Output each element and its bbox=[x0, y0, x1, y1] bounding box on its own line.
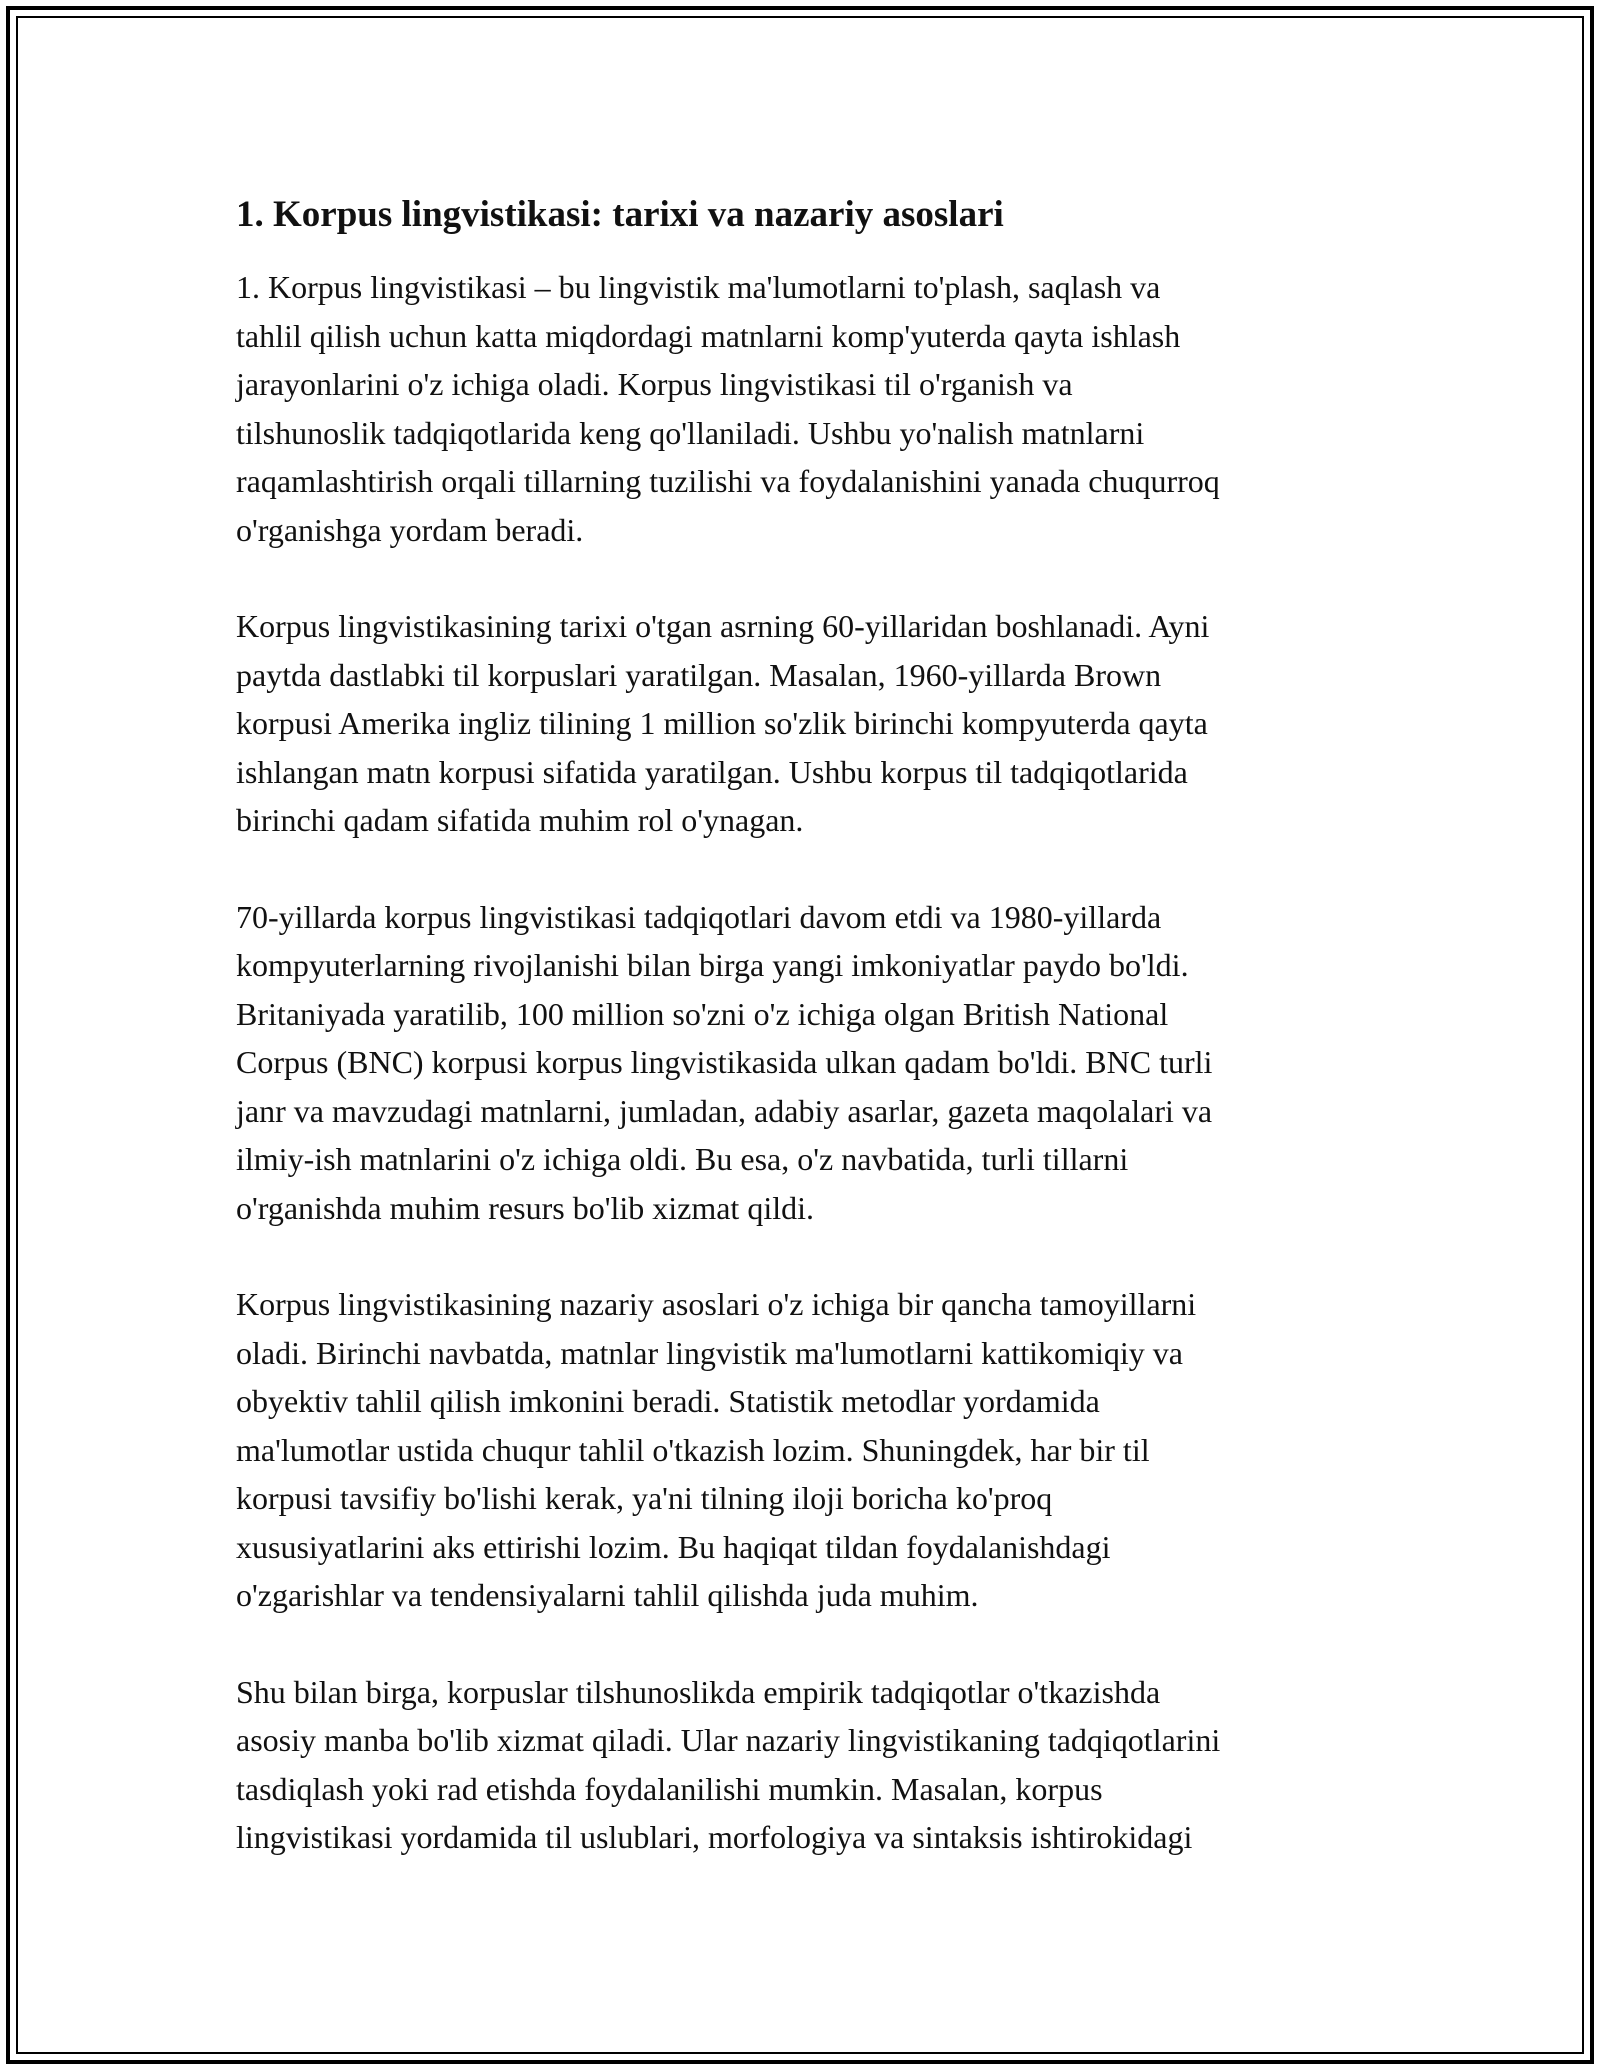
text-line: oladi. Birinchi navbatda, matnlar lingvistik ma'lumotlarni kattikomiqiy va bbox=[236, 1334, 1183, 1371]
text-line: asosiy manba bo'lib xizmat qiladi. Ular nazariy lingvistikaning tadqiqotlarini bbox=[236, 1722, 1221, 1758]
text-line: korpusi tavsifiy bo'lishi kerak, ya'ni tilning iloji boricha ko'proq bbox=[236, 1480, 1053, 1516]
text-line: Britaniyada yaratilib, 100 million so'zni o'z ichiga olgan British National bbox=[236, 995, 1169, 1032]
text-line: 70-yillarda korpus lingvistikasi tadqiqotlari davom etdi va 1980-yillarda bbox=[236, 898, 1162, 935]
text-line: o'rganishda muhim resurs bo'lib xizmat qildi. bbox=[236, 1189, 814, 1226]
text-line: birinchi qadam sifatida muhim rol o'ynagan. bbox=[236, 802, 804, 838]
text-line: ilmiy-ish matnlarini o'z ichiga oldi. Bu esa, o'z navbatida, turli tillarni bbox=[236, 1141, 1129, 1177]
text-line: Corpus (BNC) korpusi korpus lingvistikasida ulkan qadam bo'ldi. BNC turli bbox=[236, 1044, 1213, 1080]
paragraph-5 bbox=[236, 1668, 1376, 1862]
text-line: tasdiqlash yoki rad etishda foydalanilishi mumkin. Masalan, korpus bbox=[236, 1770, 1103, 1807]
text-line: jarayonlarini o'z ichiga oladi. Korpus lingvistikasi til o'rganish va bbox=[236, 366, 1073, 402]
section-heading: 1. Korpus lingvistikasi: tarixi va nazariy asoslari bbox=[236, 194, 1004, 235]
text-line: ma'lumotlar ustida chuqur tahlil o'tkazish lozim. Shuningdek, har bir til bbox=[236, 1431, 1150, 1468]
text-line: xususiyatlarini aks ettirishi lozim. Bu haqiqat tildan foydalanishdagi bbox=[236, 1528, 1111, 1565]
text-line: Korpus lingvistikasining tarixi o'tgan asrning 60-yillaridan boshlanadi. Ayni bbox=[236, 608, 1210, 644]
paragraph-2 bbox=[236, 602, 1376, 845]
text-line: janr va mavzudagi matnlarni, jumladan, adabiy asarlar, gazeta maqolalari va bbox=[236, 1092, 1213, 1129]
text-line: o'rganishga yordam beradi. bbox=[236, 511, 584, 548]
text-line: 1. Korpus lingvistikasi – bu lingvistik ma'lumotlarni to'plash, saqlash va bbox=[236, 269, 1161, 305]
text-line: Shu bilan birga, korpuslar tilshunoslikda empirik tadqiqotlar o'tkazishda bbox=[236, 1673, 1161, 1710]
text-line: raqamlashtirish orqali tillarning tuzilishi va foydalanishini yanada chuqurroq bbox=[236, 463, 1220, 499]
text-line: paytda dastlabki til korpuslari yaratilgan. Masalan, 1960-yillarda Brown bbox=[236, 656, 1162, 693]
text-line: Korpus lingvistikasining nazariy asoslari o'z ichiga bir qancha tamoyillarni bbox=[236, 1286, 1197, 1322]
text-line: kompyuterlarning rivojlanishi bilan birga yangi imkoniyatlar paydo bo'ldi. bbox=[236, 947, 1189, 983]
paragraph-1 bbox=[236, 263, 1376, 554]
text-line: o'zgarishlar va tendensiyalarni tahlil qilishda juda muhim. bbox=[236, 1577, 979, 1613]
text-line: tilshunoslik tadqiqotlarida keng qo'llaniladi. Ushbu yo'nalish matnlarni bbox=[236, 414, 1145, 451]
text-line: korpusi Amerika ingliz tilining 1 million so'zlik birinchi kompyuterda qayta bbox=[236, 705, 1208, 741]
text-line: lingvistikasi yordamida til uslublari, morfologiya va sintaksis ishtirokidagi bbox=[236, 1819, 1193, 1855]
text-line: ishlangan matn korpusi sifatida yaratilgan. Ushbu korpus til tadqiqotlarida bbox=[236, 753, 1188, 790]
document-body bbox=[236, 187, 1376, 1910]
paragraph-4 bbox=[236, 1280, 1376, 1620]
text-line: tahlil qilish uchun katta miqdordagi matnlarni komp'yuterda qayta ishlash bbox=[236, 317, 1181, 354]
paragraph-3 bbox=[236, 893, 1376, 1233]
text-line: obyektiv tahlil qilish imkonini beradi. Statistik metodlar yordamida bbox=[236, 1383, 1100, 1419]
